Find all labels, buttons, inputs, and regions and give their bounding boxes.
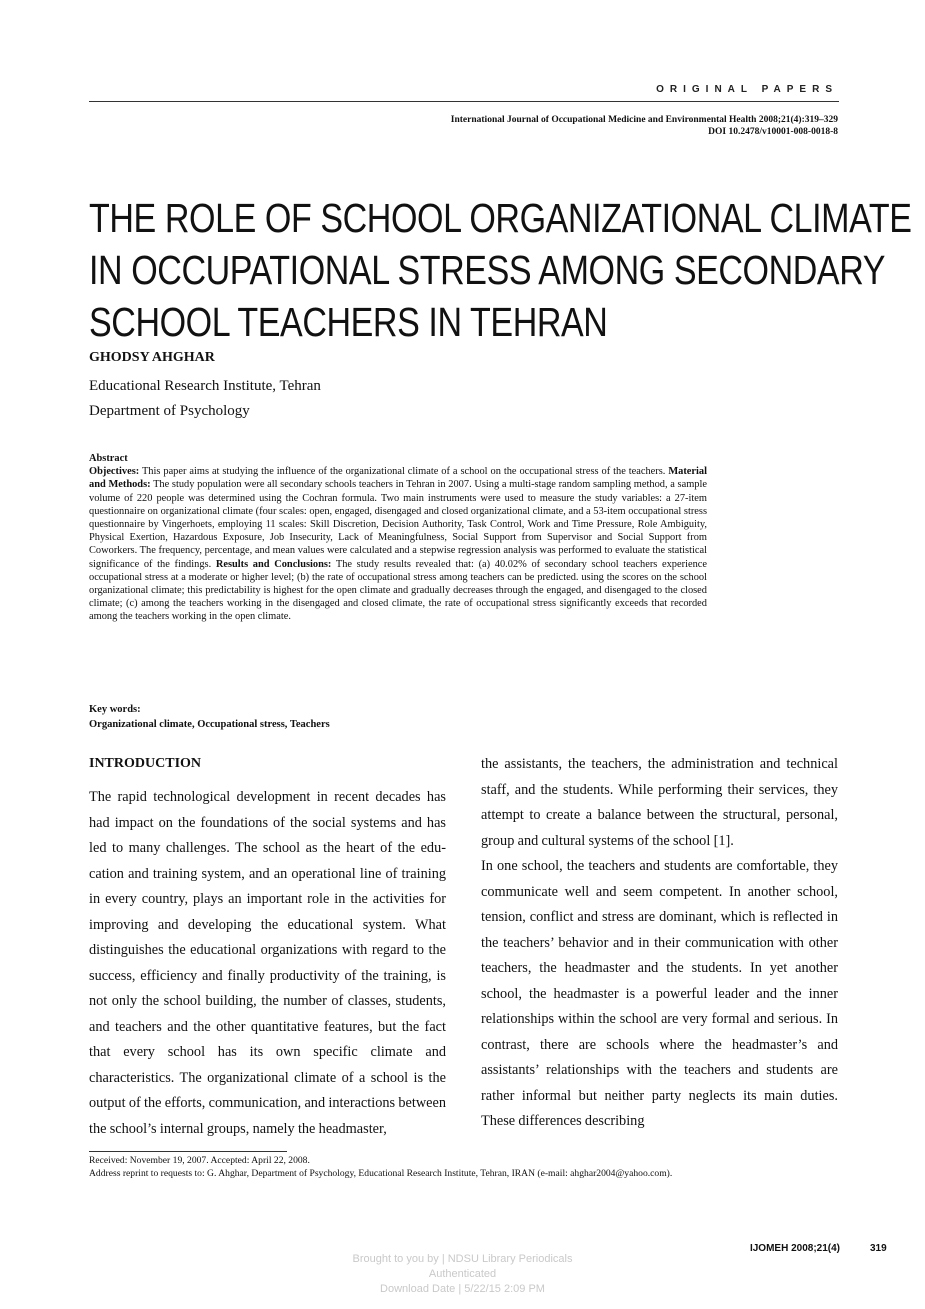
keywords-heading: Key words: bbox=[89, 704, 141, 715]
affiliation: Educational Research Institute, Tehran bbox=[89, 378, 321, 394]
page-number: 319 bbox=[870, 1243, 887, 1254]
department: Department of Psychology bbox=[89, 403, 250, 419]
results-text: The study results revealed that: (a) 40.02% of secondary school teachers experience occupational stress at a moderate or higher level; (b) the rate of occupational stress among teachers can be predicted. using the scores on the school organizational climate; this predictability is highest for the open climate and gradually decreases through the engaged, and disengaged to the closed climate; (c) among the teachers working in the disengaged and closed climate, the rate of occupational stress significantly exceeds that recorded among the teachers working in the open climate. bbox=[89, 558, 707, 623]
article-title bbox=[89, 192, 912, 348]
introduction-right-column bbox=[481, 752, 838, 1135]
journal-issue: IJOMEH 2008;21(4) bbox=[749, 1243, 840, 1254]
abstract bbox=[89, 452, 707, 624]
watermark-line: Authenticated bbox=[428, 1268, 497, 1280]
doi: DOI 10.2478/v10001-008-0018-8 bbox=[708, 127, 838, 137]
objectives-label: Objectives: bbox=[89, 466, 140, 478]
title-line: THE ROLE OF SCHOOL ORGANIZATIONAL CLIMATE bbox=[89, 195, 912, 241]
footnote-divider bbox=[89, 1151, 287, 1152]
title-line: SCHOOL TEACHERS IN TEHRAN bbox=[89, 299, 608, 345]
methods-text: The study population were all secondary schools teachers in Tehran in 2007. Using a multi-stage random sampling method, a sample volume of 220 people was determined using the Cochran formula. Two main instruments were used to measure the study variables: a 27-item questionnaire on organizational climate (four scales: open, engaged, disengaged and closed organizational climate, and a 53-item occupational stress questionnaire by Vingerhoets, employing 11 scales: Skill Discretion, Decision Authority, Task Control, Work and Time Pressure, Role Ambiguity, Physical Exertion, Hazardous Exposure, Job Insecurity, Lack of Meaningfulness, Social Support from Supervisor and Social Support from Coworkers. The frequency, percentage, and mean values were calculated and a stepwise regression analysis was performed to evaluate the statistical significance of the findings. bbox=[89, 479, 707, 570]
watermark-line: Download Date | 5/22/15 2:09 PM bbox=[380, 1283, 545, 1295]
keywords bbox=[89, 702, 330, 732]
author-name: GHODSY AHGHAR bbox=[89, 350, 215, 365]
methods-label: Material and Methods: bbox=[89, 466, 707, 491]
watermark-line: Brought to you by | NDSU Library Periodicals bbox=[352, 1253, 573, 1265]
paragraph: The rapid technological development in recent decades has had impact on the foundations of the social systems and has led to many challenges. The school as the heart of the education and training system, and an operational line of training in every country, plays an important role in the activities for improving and developing the educational system. What distinguishes the educational organizations with regard to the success, efficiency and finally productivity of the training, is not only the school building, the number of classes, students, and teachers and the other quantitative features, but the fact that every school has its own specific climate and characteristics. The organizational climate of a school is the output of the efforts, communication, and interactions between the school’s internal groups, namely the headmaster, bbox=[89, 789, 446, 1137]
introduction-left-column bbox=[89, 785, 446, 1142]
footnotes bbox=[89, 1154, 849, 1180]
objectives-text: This paper aims at studying the influence of the organizational climate of a school on the occupational stress of the teachers. bbox=[139, 466, 669, 478]
address-note: Address reprint to requests to: G. Ahghar, Department of Psychology, Educational Research Institute, Tehran, IRAN (e-mail: ahghar2004@yahoo.com). bbox=[89, 1168, 673, 1179]
abstract-heading: Abstract bbox=[89, 453, 128, 464]
paragraph: In one school, the teachers and students are comfortable, they communicate well and seem competent. In another school, tension, conflict and stress are dominant, which is reflected in the teachers’ behavior and in their communication with other teachers, the headmaster and the students. In yet another school, the headmaster is a powerful leader and the inner relationships within the school are very formal and serious. In contrast, there are schools where the headmaster’s and assistants’ relationships with the teachers and students are rather informal but neither party neglects its main duties. These differences describing bbox=[481, 858, 838, 1129]
title-line: IN OCCUPATIONAL STRESS AMONG SECONDARY bbox=[89, 247, 886, 293]
abstract-body bbox=[89, 465, 707, 623]
results-label: Results and Conclusions: bbox=[215, 558, 332, 570]
introduction-heading: INTRODUCTION bbox=[89, 756, 202, 771]
download-watermark bbox=[300, 1252, 625, 1297]
received-note: Received: November 19, 2007. Accepted: April 22, 2008. bbox=[89, 1155, 310, 1166]
journal-citation: International Journal of Occupational Medicine and Environmental Health 2008;21(4):319–329 bbox=[450, 115, 838, 125]
section-label: ORIGINAL PAPERS bbox=[656, 84, 838, 95]
header-divider bbox=[89, 101, 839, 102]
paragraph: the assistants, the teachers, the administration and technical staff, and the students. While performing their services, they attempt to create a balance between the structural, personal, group and cultural systems of the school [1]. bbox=[481, 756, 838, 849]
keywords-list: Organizational climate, Occupational stress, Teachers bbox=[89, 719, 330, 730]
